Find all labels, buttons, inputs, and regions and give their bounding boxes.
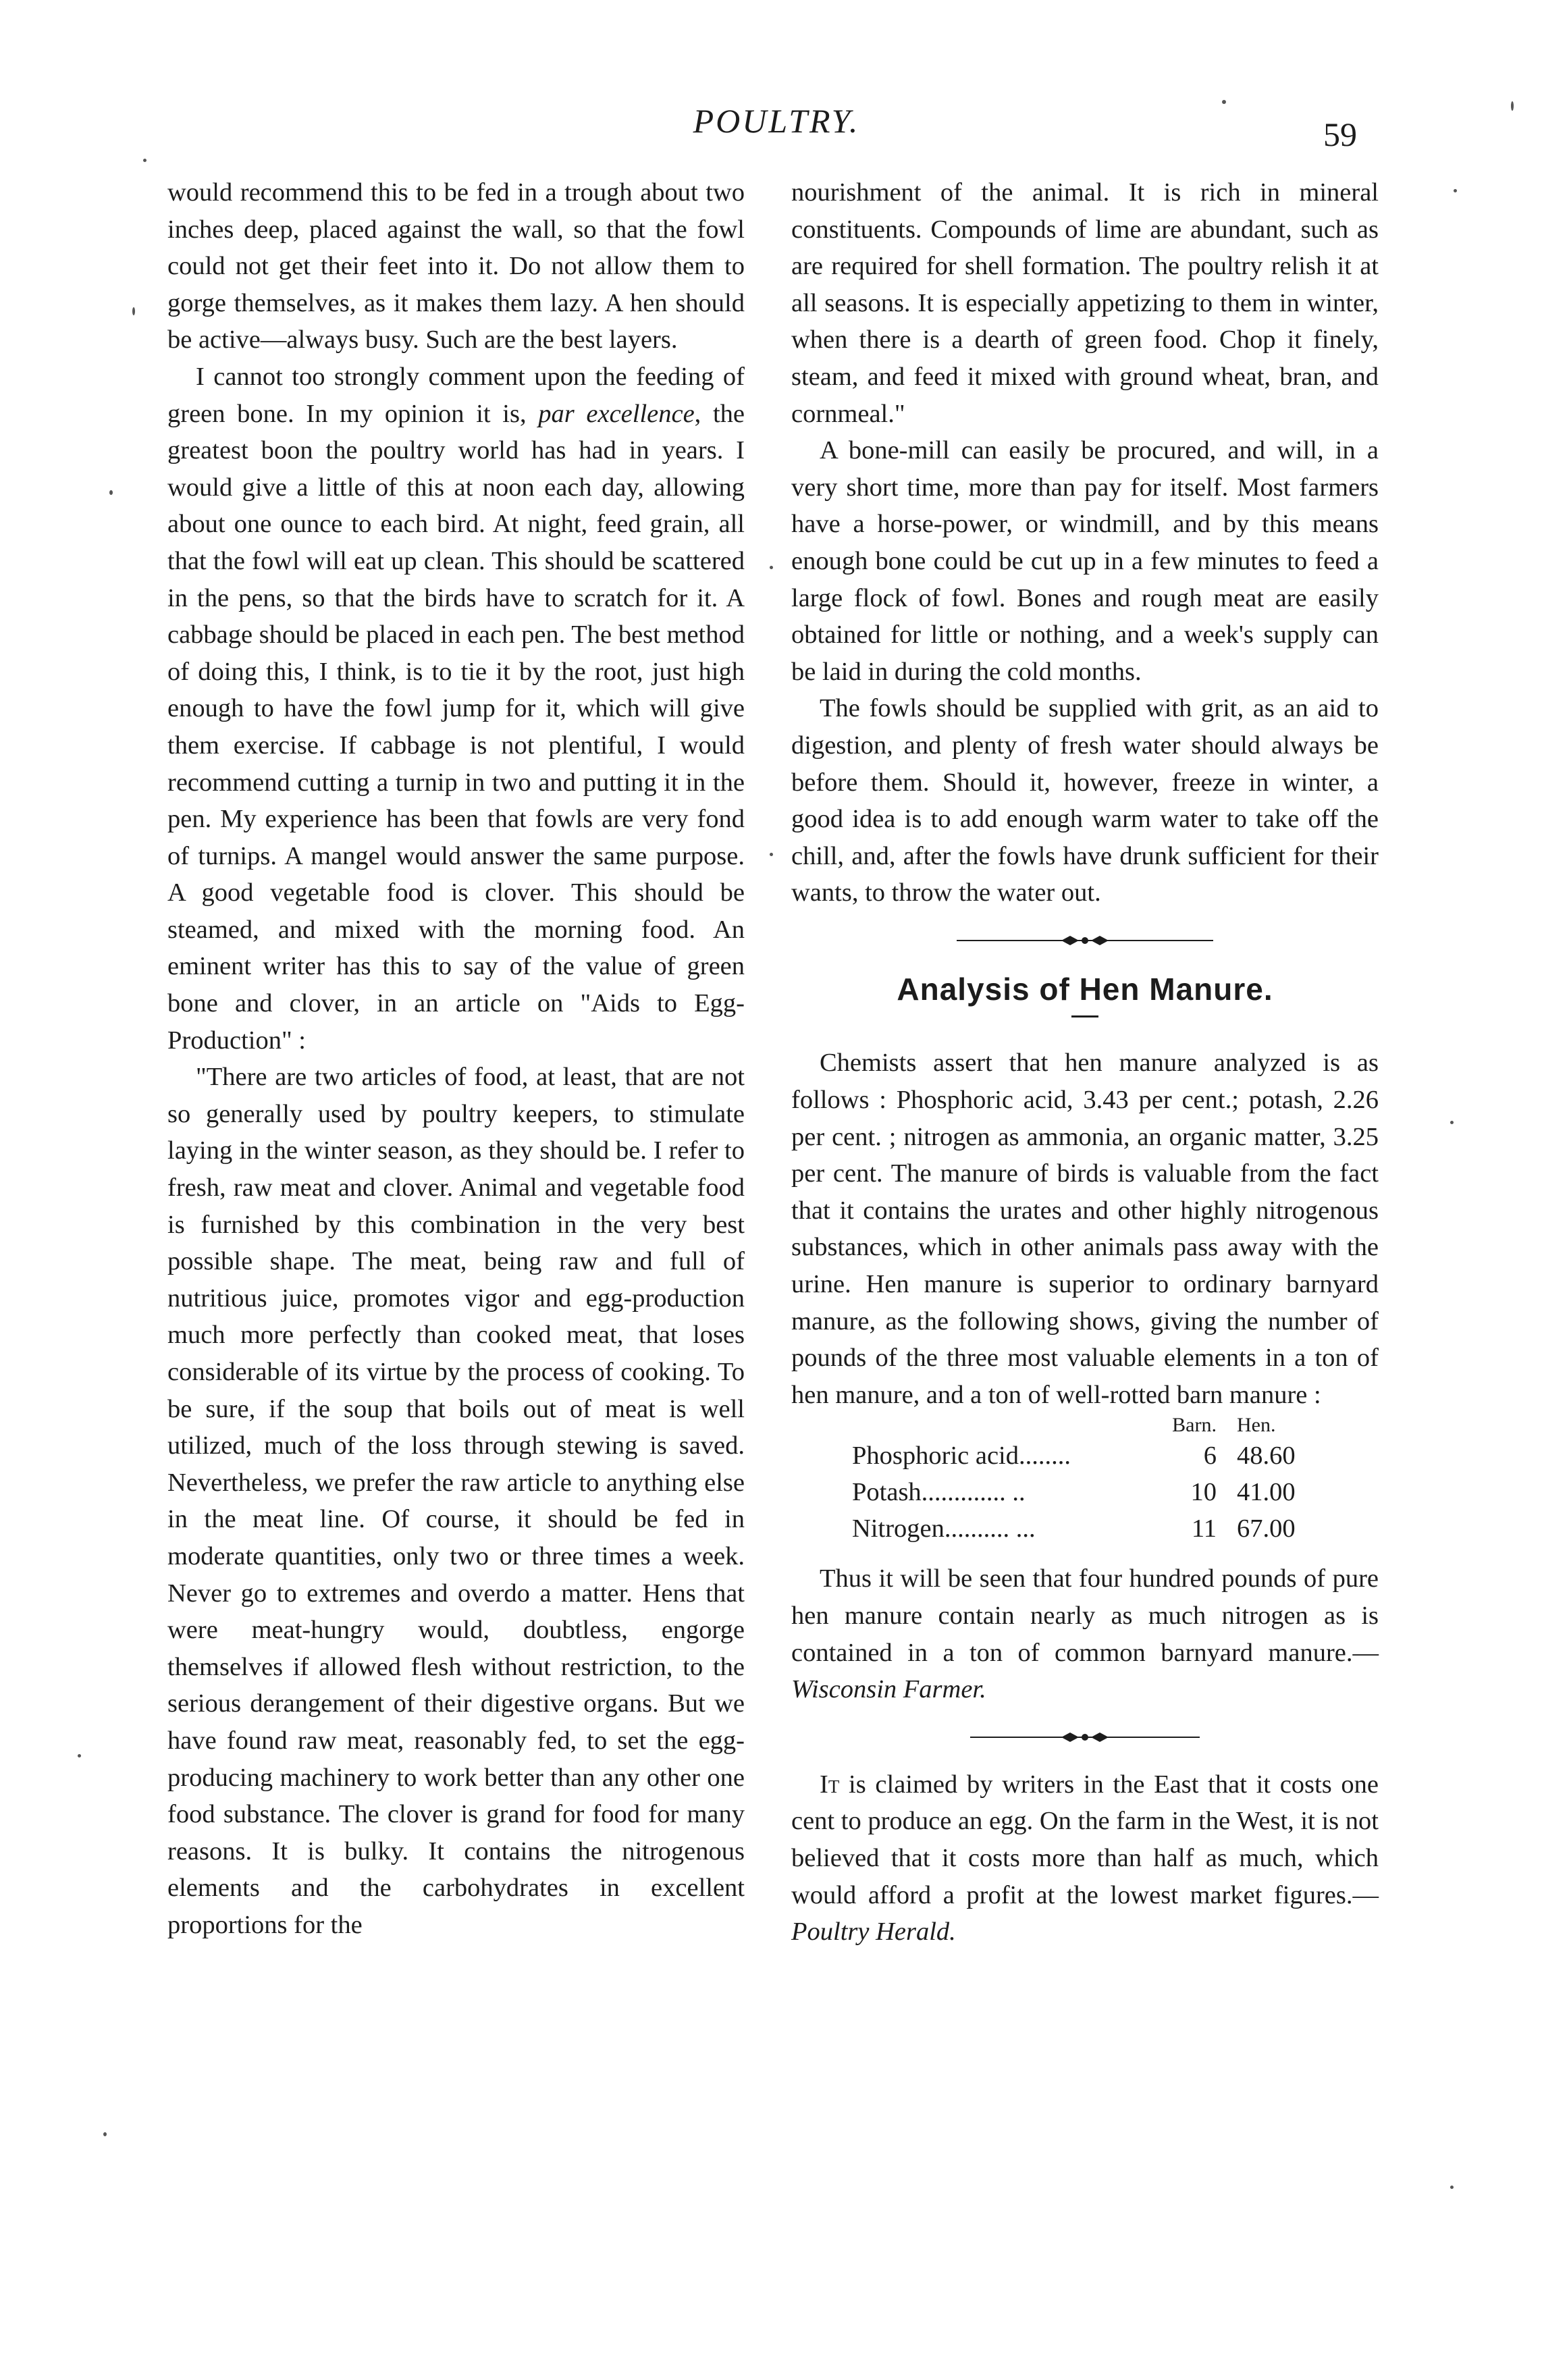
manure-table xyxy=(852,1413,1325,1547)
print-speck xyxy=(132,307,135,315)
hen-value: 67.00 xyxy=(1237,1514,1296,1543)
table-header-spacer xyxy=(852,1413,1149,1437)
table-row xyxy=(852,1510,1325,1547)
source-citation: Wisconsin Farmer. xyxy=(791,1675,986,1704)
barn-value: 10 xyxy=(1190,1478,1217,1507)
element-name: Nitrogen.......... ... xyxy=(852,1514,1036,1543)
page-number: 59 xyxy=(1323,115,1357,153)
column-header-hen: Hen. xyxy=(1237,1414,1276,1437)
paragraph-analysis: Chemists assert that hen manure analyzed is as follows : Phosphoric acid, 3.43 per cent.; potash, 2.26 per cent. ; nitrogen as ammonia, an organic matter, 3.25 per cent. The manure of birds is valuable from the fact that it contains the urates and other highly nitrogenous substances, which in other animals pass away with the urine. Hen manure is superior to ordinary barnyard manure, as the following shows, giving the number of pounds of the three most valuable elements in a ton of hen manure, and a ton of well-rotted barn manure : xyxy=(791,1049,1379,1409)
print-speck xyxy=(1222,100,1226,104)
print-speck xyxy=(109,490,113,495)
source-citation: Poultry Herald. xyxy=(791,1918,956,1947)
text-run: Thus it will be seen that four hundred pounds of pure hen manure contain nearly as much nitrogen as is contained in a ton of common barnyard manure.— xyxy=(791,1564,1379,1667)
barn-value: 11 xyxy=(1191,1514,1217,1543)
barn-value: 6 xyxy=(1203,1442,1217,1471)
column-header-barn: Barn. xyxy=(1172,1414,1217,1437)
left-column xyxy=(167,174,745,1944)
print-speck xyxy=(1450,2186,1454,2189)
table-row xyxy=(852,1437,1325,1474)
lead-word: It xyxy=(820,1770,840,1799)
paragraph-egg-cost xyxy=(791,1766,1379,1951)
print-speck xyxy=(770,853,773,856)
print-speck xyxy=(143,159,147,162)
print-speck xyxy=(770,566,773,569)
table-row xyxy=(852,1474,1325,1510)
paragraph-quotation: "There are two articles of food, at least, that are not so generally used by poultry keepers, to stimulate laying in the winter season, as they should be. I refer to fresh, raw meat and clover. Animal and vegetable food is furnished by this combination in the very best possible shape. The meat, being raw and full of nutritious juice, promotes vigor and egg-production much more perfectly than cooked meat, that loses considerable of its virtue by the process of cooking. To be sure, if the soup that boils out of meat is well utilized, much of the loss through stewing is saved. Nevertheless, we prefer the raw article to anything else in the meat line. Of course, it should be fed in moderate quantities, only two or three times a week. Never go to extremes and overdo a matter. Hens that were meat-hungry would, doubtless, engorge themselves if allowed flesh without restriction, to the serious derangement of their digestive organs. But we have found raw meat, reasonably fed, to set the egg-producing machinery to work better than any other one food substance. The clover is grand for food for many reasons. It is bulky. It contains the nitrogenous elements and the carbohydrates in excellent proportions for the xyxy=(167,1063,745,1939)
ornament-divider xyxy=(943,1727,1227,1747)
hen-value: 41.00 xyxy=(1237,1478,1296,1507)
element-name: Phosphoric acid........ xyxy=(852,1442,1071,1471)
paragraph: nourishment of the animal. It is rich in mineral constituents. Compounds of lime are abundant, such as are required for shell formation. The poultry relish it at all seasons. It is especially appetizing to them in winter, when there is a dearth of green food. Chop it finely, steam, and feed it mixed with ground wheat, bran, and cornmeal." xyxy=(791,178,1379,428)
hen-value: 48.60 xyxy=(1237,1442,1296,1471)
italic-phrase: par excellence xyxy=(538,399,695,428)
section-title: Analysis of Hen Manure. xyxy=(897,971,1273,1007)
paragraph: A bone-mill can easily be procured, and will, in a very short time, more than pay for itself. Most farmers have a horse-power, or windmill, and by this means enough bone could be cut up in a few minutes to feed a large flock of fowl. Bones and rough meat are easily obtained for little or nothing, and a week's supply can be laid in during the cold months. xyxy=(791,436,1379,686)
text-run: I cannot too strongly comment upon the feeding of green bone. In my opinion it is, xyxy=(167,362,745,428)
running-head: POULTRY. xyxy=(693,102,860,140)
paragraph: The fowls should be supplied with grit, as an aid to digestion, and plenty of fresh water should always be before them. Should it, however, freeze in winter, a good idea is to add enough warm water to take off the chill, and, after the fowls have drunk sufficient for their wants, to throw the water out. xyxy=(791,694,1379,907)
element-name: Potash............. .. xyxy=(852,1478,1026,1507)
text-run: , the greatest boon the poultry world has had in years. I would give a little of this at noon each day, allowing about one ounce to each bird. At night, feed grain, all that the fowl will eat up clean. This should be scattered in the pens, so that the birds have to scratch for it. A cabbage should be placed in each pen. The best method of doing this, I think, is to tie it by the root, just high enough to have the fowl jump for it, which will give them exercise. If cabbage is not plentiful, I would recommend cutting a turnip in two and putting it in the pen. My experience has been that fowls are very fond of turnips. A mangel would answer the same purpose. A good vegetable food is clover. This should be steamed, and mixed with the morning food. An eminent writer has this to say of the value of green bone and clover, in an article on "Aids to Egg-Production" : xyxy=(167,399,745,1055)
ornament-divider xyxy=(943,930,1227,951)
print-speck xyxy=(78,1754,81,1757)
paragraph-conclusion xyxy=(791,1560,1379,1708)
title-rule xyxy=(1071,1015,1098,1017)
paragraph-green-bone xyxy=(167,359,745,1059)
paragraph: would recommend this to be fed in a trough about two inches deep, placed against the wall, so that the fowl could not get their feet into it. Do not allow them to gorge themselves, as it makes them lazy. A hen should be active—always busy. Such are the best layers. xyxy=(167,178,745,354)
print-speck xyxy=(1511,101,1514,111)
print-speck xyxy=(1450,1121,1454,1124)
table-header-row xyxy=(852,1413,1325,1437)
print-speck xyxy=(1454,189,1457,192)
print-speck xyxy=(103,2132,107,2136)
text-run: is claimed by writers in the East that it costs one cent to produce an egg. On the farm in the West, it is not believed that it costs more than half as much, which would afford a profit at the lowest market figures.— xyxy=(791,1770,1379,1909)
right-column xyxy=(791,174,1379,1951)
